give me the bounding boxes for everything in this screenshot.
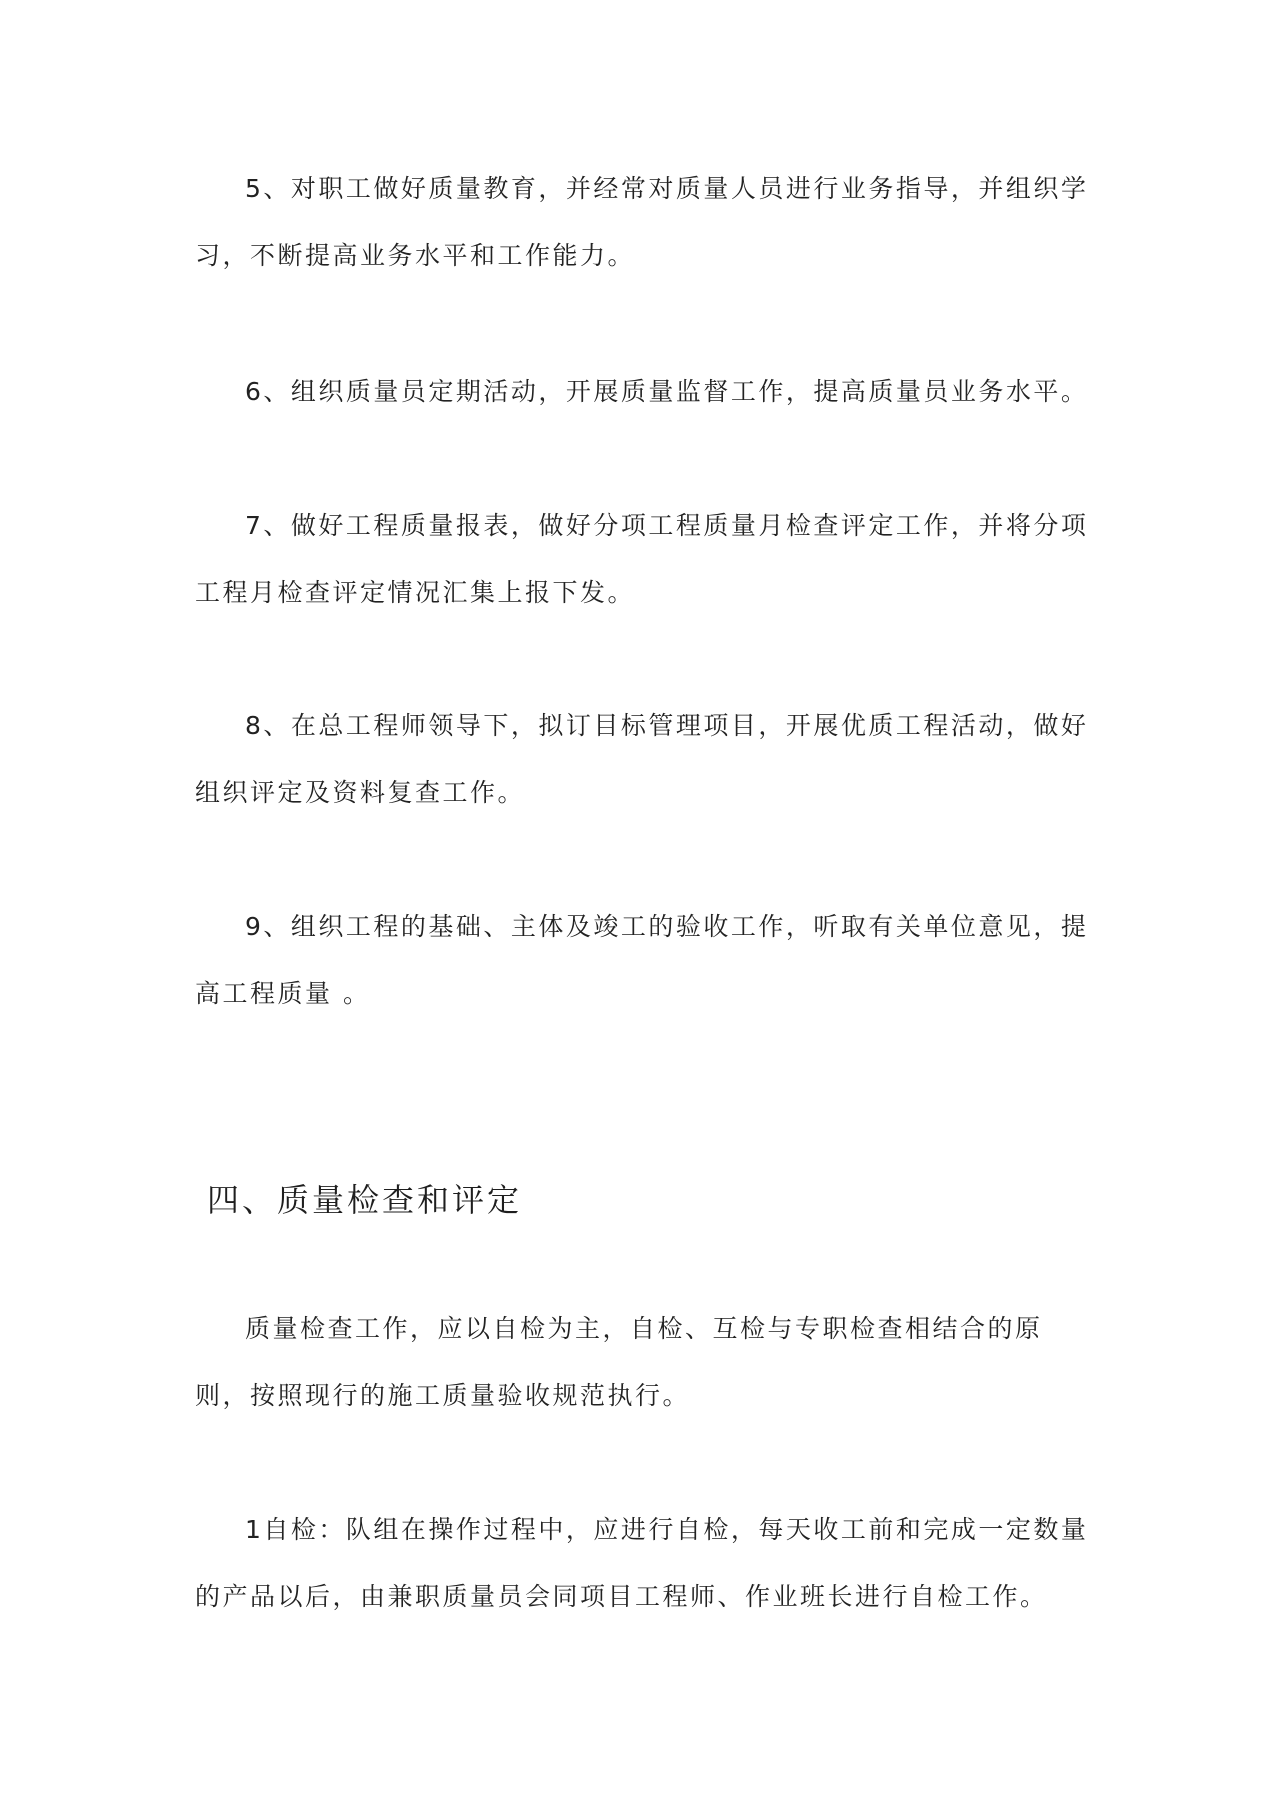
paragraph-item-5: 5、对职工做好质量教育，并经常对质量人员进行业务指导，并组织学习，不断提高业务水平和工作能力。 bbox=[195, 174, 1089, 270]
paragraph-item-6: 6、组织质量员定期活动，开展质量监督工作，提高质量员业务水平。 bbox=[245, 377, 1089, 406]
paragraph-self-check: 1自检：队组在操作过程中，应进行自检，每天收工前和完成一定数量的产品以后，由兼职质量员会同项目工程师、作业班长进行自检工作。 bbox=[195, 1515, 1089, 1611]
paragraph-item-8: 8、在总工程师领导下，拟订目标管理项目，开展优质工程活动，做好组织评定及资料复查工作。 bbox=[195, 711, 1089, 807]
paragraph-quality-intro: 质量检查工作，应以自检为主，自检、互检与专职检查相结合的原则，按照现行的施工质量验收规范执行。 bbox=[195, 1314, 1043, 1410]
paragraph-item-7: 7、做好工程质量报表，做好分项工程质量月检查评定工作，并将分项工程月检查评定情况汇集上报下发。 bbox=[195, 511, 1089, 607]
section-heading: 四、质量检查和评定 bbox=[207, 1181, 523, 1219]
paragraph-item-9: 9、组织工程的基础、主体及竣工的验收工作，听取有关单位意见，提高工程质量 。 bbox=[195, 912, 1089, 1008]
